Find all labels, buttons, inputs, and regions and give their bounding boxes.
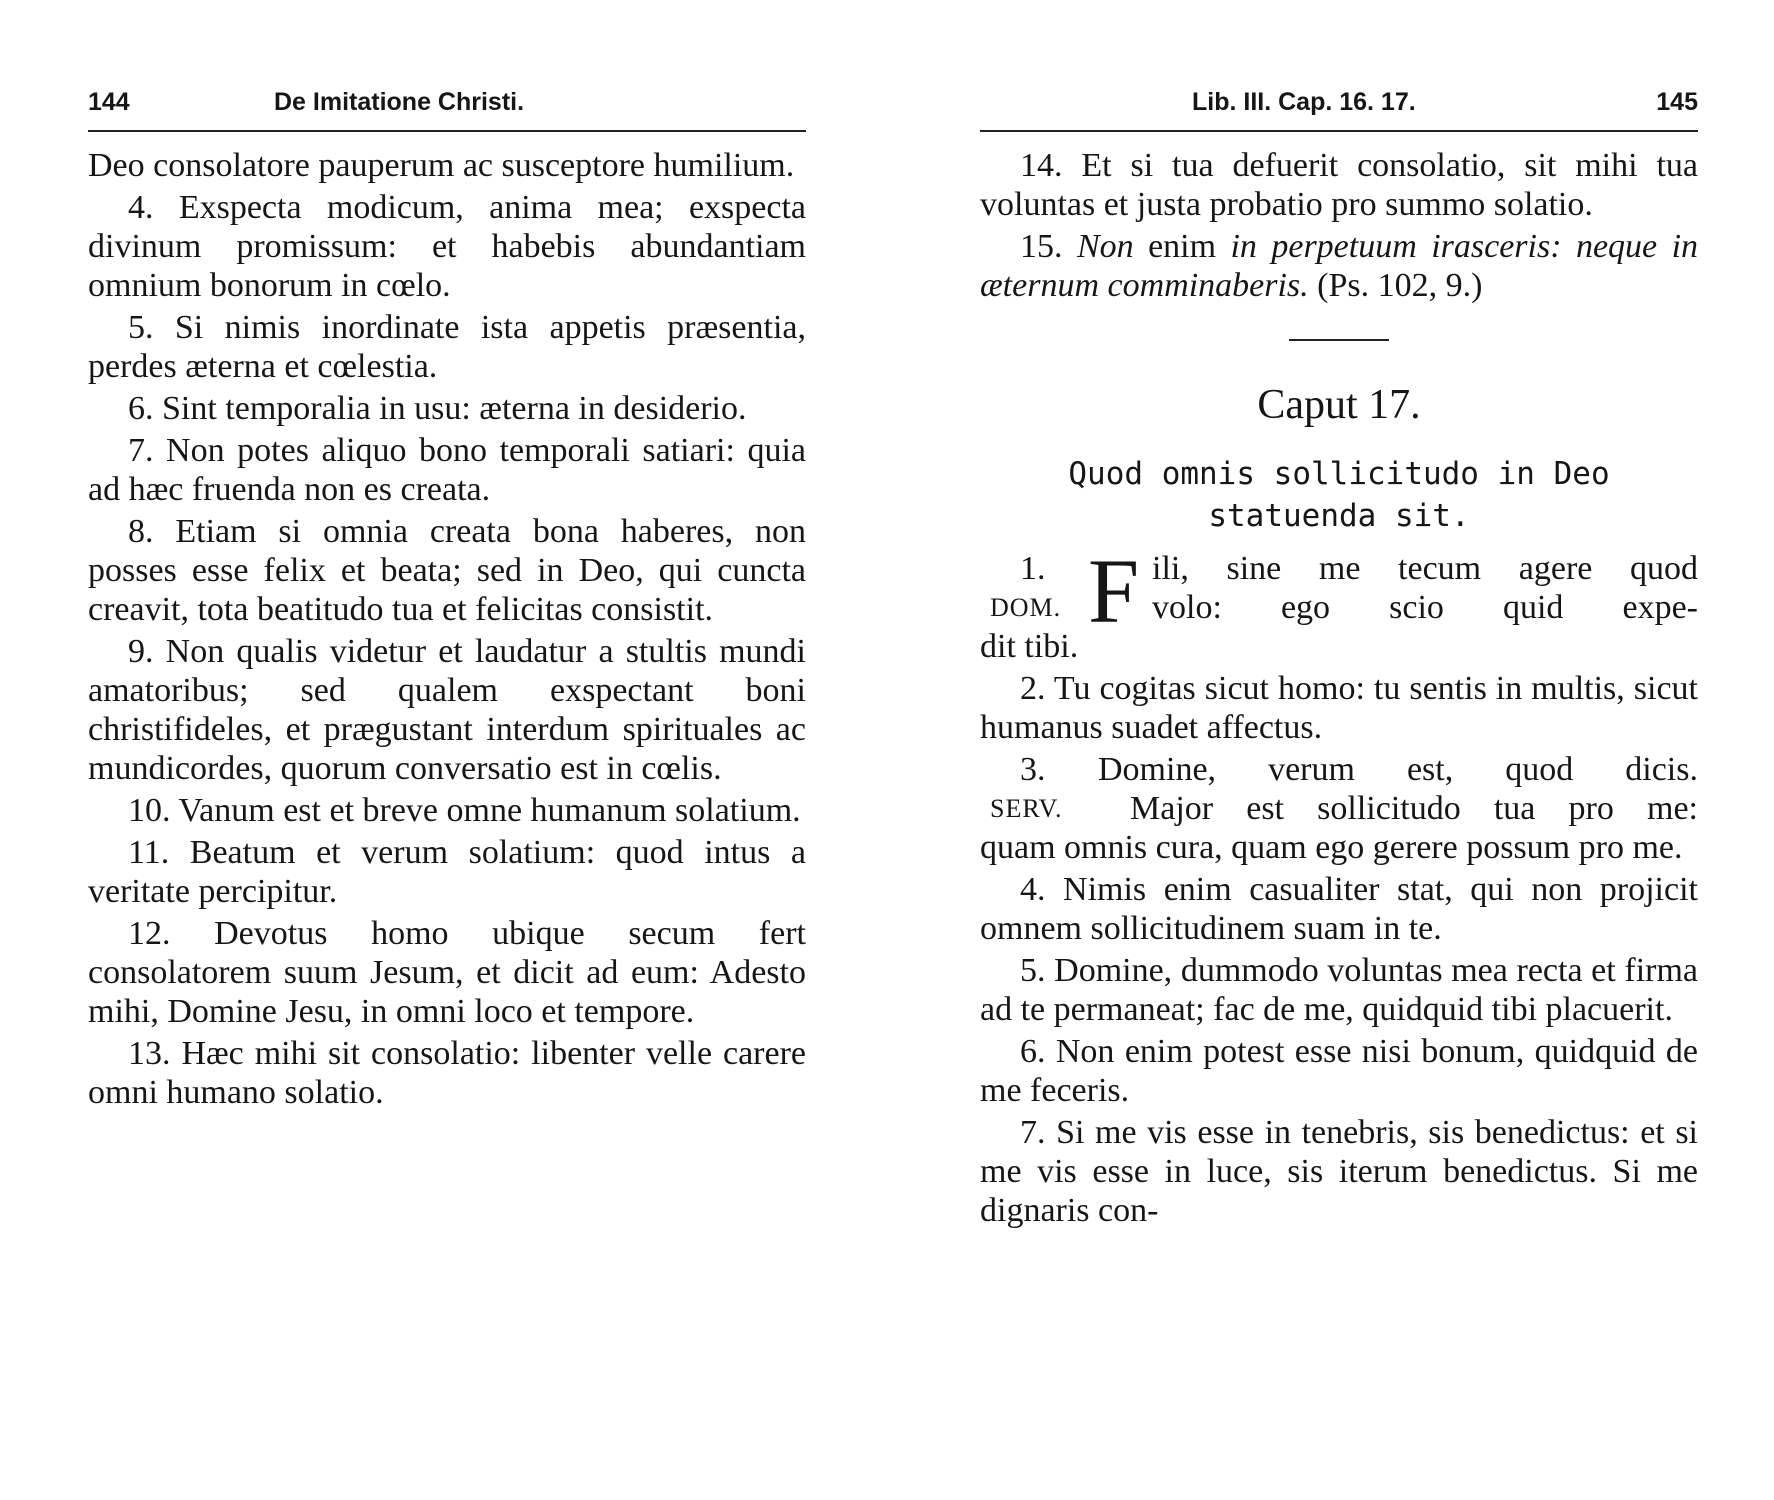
paragraph: 9. Non qualis videtur et laudatur a stultis mundi amatoribus; sed qualem exspectant boni christifideles, et prægustant interdum spirituales ac mundicordes, quorum conversatio est in cœlis. — [88, 633, 806, 787]
chapter-heading: Caput 17. — [1257, 382, 1421, 428]
right-header-rule — [980, 130, 1698, 132]
right-body-text — [980, 146, 1698, 1233]
paragraph: 7. Non potes aliquo bono temporali satiari: quia ad hæc fruenda non es creata. — [88, 432, 806, 508]
verse-1-continuation: dit tibi. — [980, 628, 1079, 665]
left-running-title: De Imitatione Christi. — [274, 88, 525, 116]
left-header-rule — [88, 130, 806, 132]
italic-quotation: in perpetuum irasceris: neque in æternum comminaberis. — [980, 228, 1699, 304]
paragraph: 8. Etiam si omnia creata bona haberes, non posses esse felix et beata; sed in Deo, qui cuncta creavit, tota beatitudo tua et felicitas consistit. — [88, 513, 806, 628]
verse-number: 3. — [1020, 751, 1046, 788]
verse-3-opening — [980, 750, 1698, 828]
paragraph-14: 14. Et si tua defuerit consolatio, sit mihi tua voluntas et justa probatio pro summo solatio. — [980, 147, 1698, 223]
paragraph-15 — [980, 227, 1698, 305]
paragraph: 13. Hæc mihi sit consolatio: libenter velle carere omni humano solatio. — [88, 1035, 806, 1111]
right-page-number: 145 — [1656, 88, 1698, 116]
left-page — [88, 0, 806, 1500]
paragraph: 6. Sint temporalia in usu: æterna in desiderio. — [128, 390, 747, 427]
verse-1-line-1: ili, sine me tecum agere quod — [1152, 550, 1698, 587]
right-running-head — [980, 84, 1698, 120]
verse-3-line-1: Domine, verum est, quod dicis. — [1098, 751, 1698, 788]
section-divider — [1289, 339, 1389, 341]
italic-text: Non — [1076, 228, 1134, 265]
verse-3-continuation: quam omnis cura, quam ego gerere possum pro me. — [980, 829, 1683, 866]
paragraph: 5. Si nimis inordinate ista appetis præsentia, perdes æterna et cœlestia. — [88, 309, 806, 385]
right-running-title: Lib. III. Cap. 16. 17. — [1192, 88, 1416, 116]
paragraph: 11. Beatum et verum solatium: quod intus a veritate percipitur. — [88, 834, 806, 910]
verse-1-line-2: volo: ego scio quid expe- — [1152, 589, 1698, 626]
speaker-label: SERV. — [990, 794, 1063, 823]
paragraph: 12. Devotus homo ubique secum fert consolatorem suum Jesum, et dicit ad eum: Adesto mihi, Domine Jesu, in omni loco et tempore. — [88, 915, 806, 1030]
speaker-label: DOM. — [990, 593, 1062, 622]
verse-4: 4. Nimis enim casualiter stat, qui non projicit omnem sollicitudinem suam in te. — [980, 871, 1698, 947]
left-page-number: 144 — [88, 88, 130, 116]
right-page — [980, 0, 1698, 1500]
verse-3-line-2: Major est sollicitudo tua pro me: — [1130, 790, 1698, 827]
verse-number: 15. — [1020, 228, 1063, 265]
roman-text: enim — [1148, 228, 1217, 265]
verse-2: 2. Tu cogitas sicut homo: tu sentis in multis, sicut humanus suadet affectus. — [980, 670, 1698, 746]
scripture-reference: (Ps. 102, 9.) — [1317, 267, 1483, 304]
left-running-head — [88, 84, 806, 120]
verse-number: 1. — [1020, 550, 1046, 587]
paragraph: 10. Vanum est et breve omne humanum solatium. — [128, 792, 801, 829]
verse-6: 6. Non enim potest esse nisi bonum, quidquid de me feceris. — [980, 1033, 1698, 1109]
left-body-text — [88, 146, 806, 1115]
verse-7: 7. Si me vis esse in tenebris, sis benedictus: et si me vis esse in luce, sis iterum benedictus. Si me dignaris con- — [980, 1114, 1698, 1229]
chapter-title: Quod omnis sollicitudo in Deo statuenda sit. — [1068, 456, 1610, 534]
paragraph: Deo consolatore pauperum ac susceptore humilium. — [88, 147, 795, 184]
verse-5: 5. Domine, dummodo voluntas mea recta et firma ad te permaneat; fac de me, quidquid tibi placuerit. — [980, 952, 1698, 1028]
drop-capital: F — [1088, 540, 1140, 642]
verse-1-opening — [980, 540, 1698, 642]
paragraph: 4. Exspecta modicum, anima mea; exspecta divinum promissum: et habebis abundantiam omnium bonorum in cœlo. — [88, 189, 806, 304]
